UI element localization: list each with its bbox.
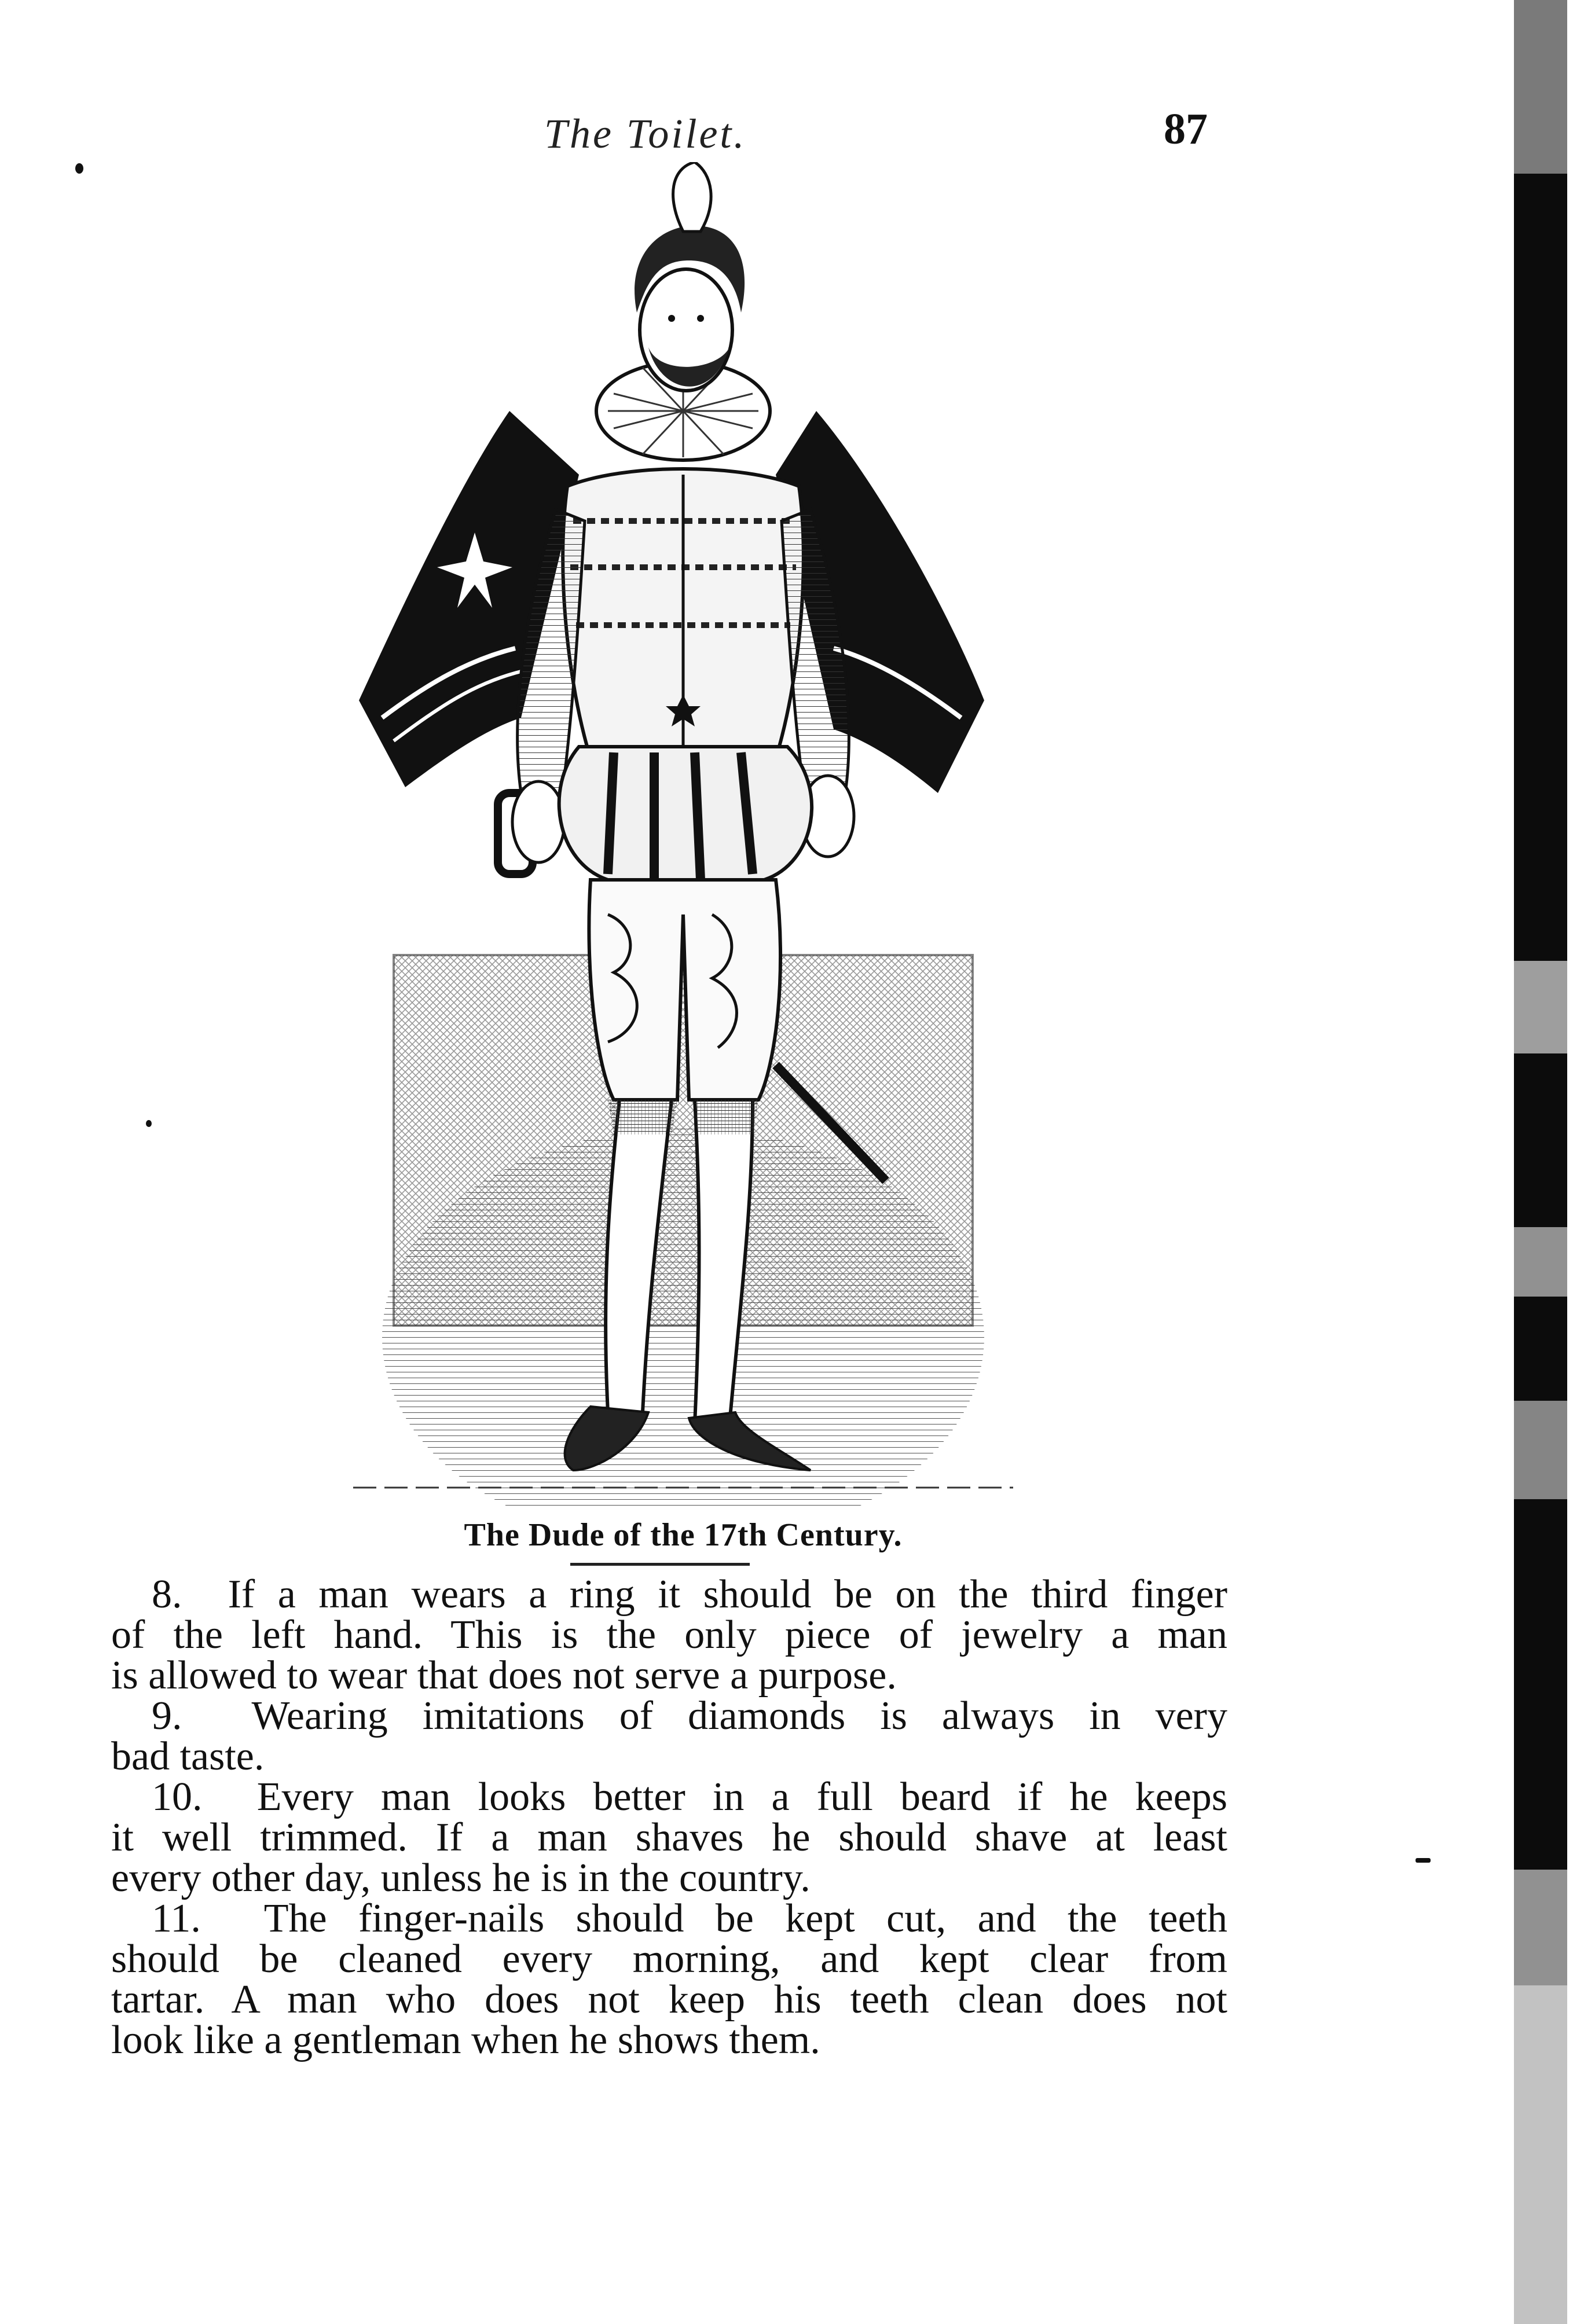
text-line: bad taste. <box>111 1734 265 1779</box>
scan-band <box>1514 174 1567 961</box>
paragraph-10 <box>111 1777 1227 1899</box>
dude-engraving <box>336 162 1031 1511</box>
scan-speck <box>146 1120 152 1127</box>
text-line: 11. The finger-nails should be kept cut, and the teeth <box>152 1896 1228 1941</box>
caption-rule <box>570 1563 750 1566</box>
scan-band <box>1514 961 1567 1053</box>
scan-binding-edge <box>1491 0 1573 2324</box>
paragraph-11 <box>111 1896 1228 2062</box>
scan-band <box>1514 0 1567 174</box>
text-line: 8. If a man wears a ring it should be on the third finger <box>152 1572 1228 1617</box>
running-header-title: The Toilet. <box>544 111 747 157</box>
scan-band <box>1514 1053 1567 1227</box>
text-line: tartar. A man who does not keep his teeth clean does not <box>111 1977 1227 2022</box>
figure-caption: The Dude of the 17th Century. <box>464 1517 903 1553</box>
text-line: look like a gentleman when he shows them. <box>111 2018 820 2062</box>
left-hand <box>512 781 564 862</box>
body-text <box>111 1574 1227 2061</box>
text-line: 9. Wearing imitations of diamonds is always in very <box>152 1694 1227 1738</box>
scan-band <box>1514 1227 1567 1297</box>
scan-band <box>1514 1870 1567 1985</box>
text-line: is allowed to wear that does not serve a purpose. <box>111 1653 897 1698</box>
scan-speck <box>1416 1858 1431 1863</box>
scan-band <box>1514 1985 1567 2324</box>
text-line: 10. Every man looks better in a full beard if he keeps <box>152 1775 1228 1819</box>
scan-band <box>1514 1401 1567 1499</box>
text-line: should be cleaned every morning, and kept clear from <box>111 1937 1227 1981</box>
scan-speck <box>75 163 83 174</box>
paragraph-9 <box>111 1696 1227 1777</box>
text-line: every other day, unless he is in the country. <box>111 1856 811 1900</box>
trunk-hose <box>559 747 812 880</box>
scan-band <box>1514 1499 1567 1870</box>
scan-band <box>1514 1297 1567 1401</box>
text-line: of the left hand. This is the only piece of jewelry a man <box>111 1613 1227 1657</box>
page-number: 87 <box>1164 105 1208 153</box>
wall-panel <box>394 955 973 1326</box>
feather-plume-icon <box>673 162 712 232</box>
text-line: it well trimmed. If a man shaves he should shave at least <box>111 1815 1227 1860</box>
paragraph-8 <box>111 1574 1227 1696</box>
